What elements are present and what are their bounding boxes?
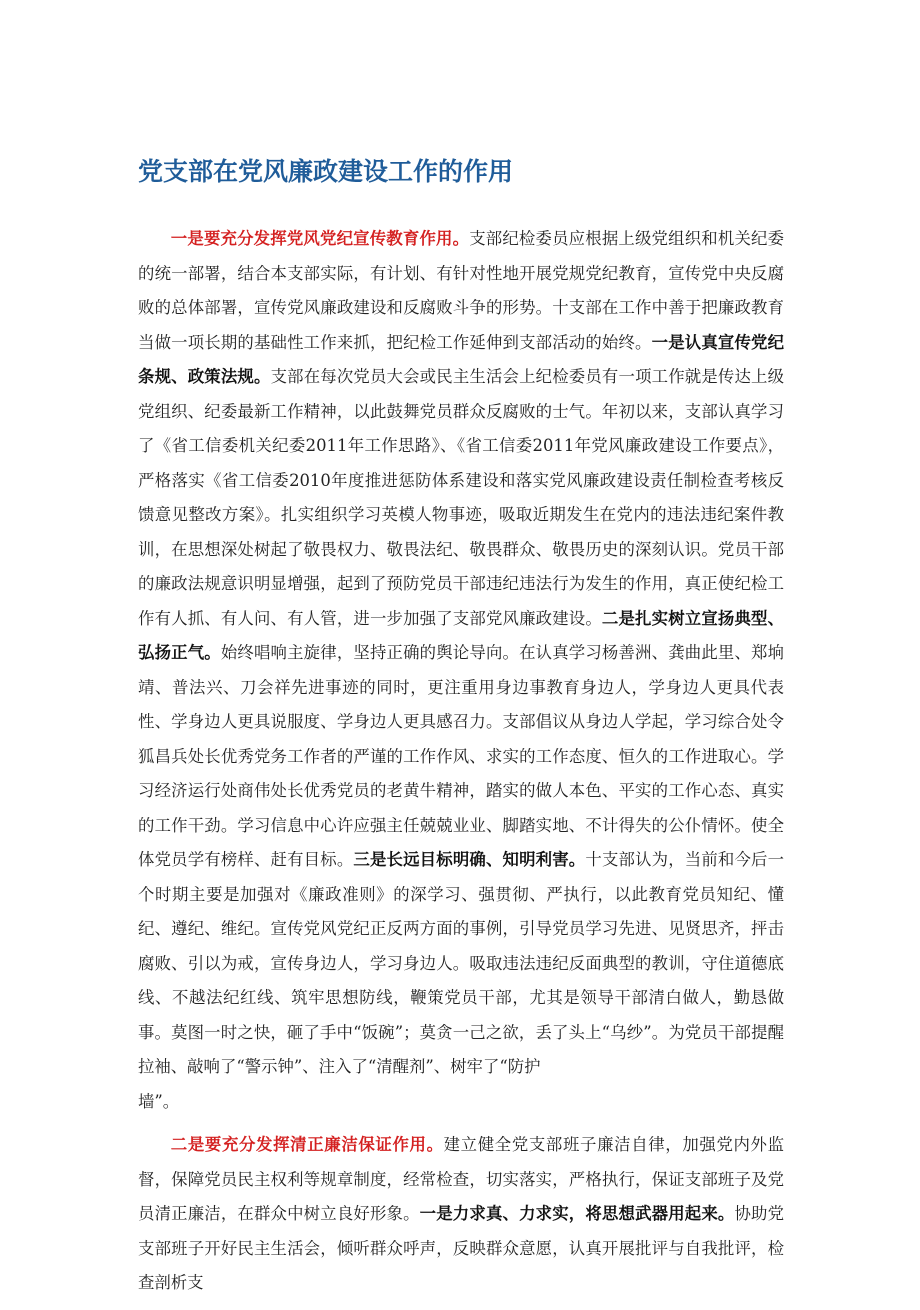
subpoint-heading: 二是扎实树立宣扬典型、弘扬正气。 (138, 608, 784, 662)
paragraph-text: 墙”。 (138, 1091, 180, 1111)
paragraph-lead: 一是要充分发挥党风党纪宣传教育作用。 (170, 229, 470, 248)
document-title: 党支部在党风廉政建设工作的作用 (138, 157, 514, 186)
paragraph-1 (138, 222, 784, 1119)
paragraph-2 (138, 1128, 784, 1301)
paragraph-lead: 二是要充分发挥清正廉洁保证作用。 (170, 1135, 444, 1154)
paragraph-text: 十支部认为，当前和今后一个时期主要是加强对《廉政准则》的深学习、强贯彻、严执行，以此教育党员知纪、懂纪、遵纪、维纪。宣传党风党纪正反两方面的事例，引导党员学习先进、见贤思齐，抨击腐败、引以为戒，宣传身边人，学习身边人。吸取违法违纪反面典型的教训，守住道德底线、不越法纪红线、筑牢思想防线，鞭策党员干部，尤其是领导干部清白做人，勤恳做事。莫图一时之快，砸了手中“饭碗”；莫贪一己之欲，丢了头上“乌纱”。为党员干部提醒拉袖、敲响了“警示钟”、注入了“清醒剂”、树牢了“防护 (138, 850, 785, 1076)
subpoint-heading: 一是力求真、力求实，将思想武器用起来。 (419, 1204, 735, 1223)
subpoint-heading: 一是认真宣传党纪条规、政策法规。 (138, 332, 785, 386)
paragraph-text: 协助党支部班子开好民主生活会，倾听群众呼声，反映群众意愿，认真开展批评与自我批评，检查剖析支 (138, 1204, 785, 1292)
document-body (138, 222, 784, 1310)
paragraph-text: 建立健全党支部班子廉洁自律，加强党内外监督，保障党员民主权利等规章制度，经常检查，切实落实，严格执行，保证支部班子及党员清正廉洁，在群众中树立良好形象。 (138, 1135, 784, 1223)
paragraph-text: 支部纪检委员应根据上级党组织和机关纪委的统一部署，结合本支部实际，有计划、有针对性地开展党规党纪教育，宣传党中央反腐败的总体部署，宣传党风廉政建设和反腐败斗争的形势。十支部在工作中善于把廉政教育当做一项长期的基础性工作来抓，把纪检工作延伸到支部活动的始终。 (138, 229, 784, 352)
paragraph-text: 支部在每次党员大会或民主生活会上纪检委员有一项工作就是传达上级党组织、纪委最新工作精神，以此鼓舞党员群众反腐败的士气。年初以来，支部认真学习了《省工信委机关纪委2011年工作思路》、《省工信委2011年党风廉政建设工作要点》，严格落实《省工信委2010年度推进惩防体系建设和落实党风廉政建设责任制检查考核反馈意见整改方案》。扎实组织学习英模人物事迹，吸取近期发生在党内的违法违纪案件教训，在思想深处树起了敬畏权力、敬畏法纪、敬畏群众、敬畏历史的深刻认识。党员干部的廉政法规意识明显增强，起到了预防党员干部违纪违法行为发生的作用，真正使纪检工作有人抓、有人问、有人管，进一步加强了支部党风廉政建设。 (138, 367, 785, 628)
paragraph-text: 始终唱响主旋律，坚持正确的舆论导向。在认真学习杨善洲、龚曲此里、郑垧靖、普法兴、刀会祥先进事迹的同时，更注重用身边事教育身边人，学身边人更具代表性、学身边人更具说服度、学身边人更具感召力。支部倡议从身边人学起，学习综合处令狐昌兵处长优秀党务工作者的严谨的工作作风、求实的工作态度、恒久的工作进取心。学习经济运行处商伟处长优秀党员的老黄牛精神，踏实的做人本色、平实的工作心态、真实的工作干劲。学习信息中心许应强主任兢兢业业、脚踏实地、不计得失的公仆情怀。使全体党员学有榜样、赶有目标。 (138, 643, 784, 869)
subpoint-heading: 三是长远目标明确、知明利害。 (353, 850, 586, 869)
